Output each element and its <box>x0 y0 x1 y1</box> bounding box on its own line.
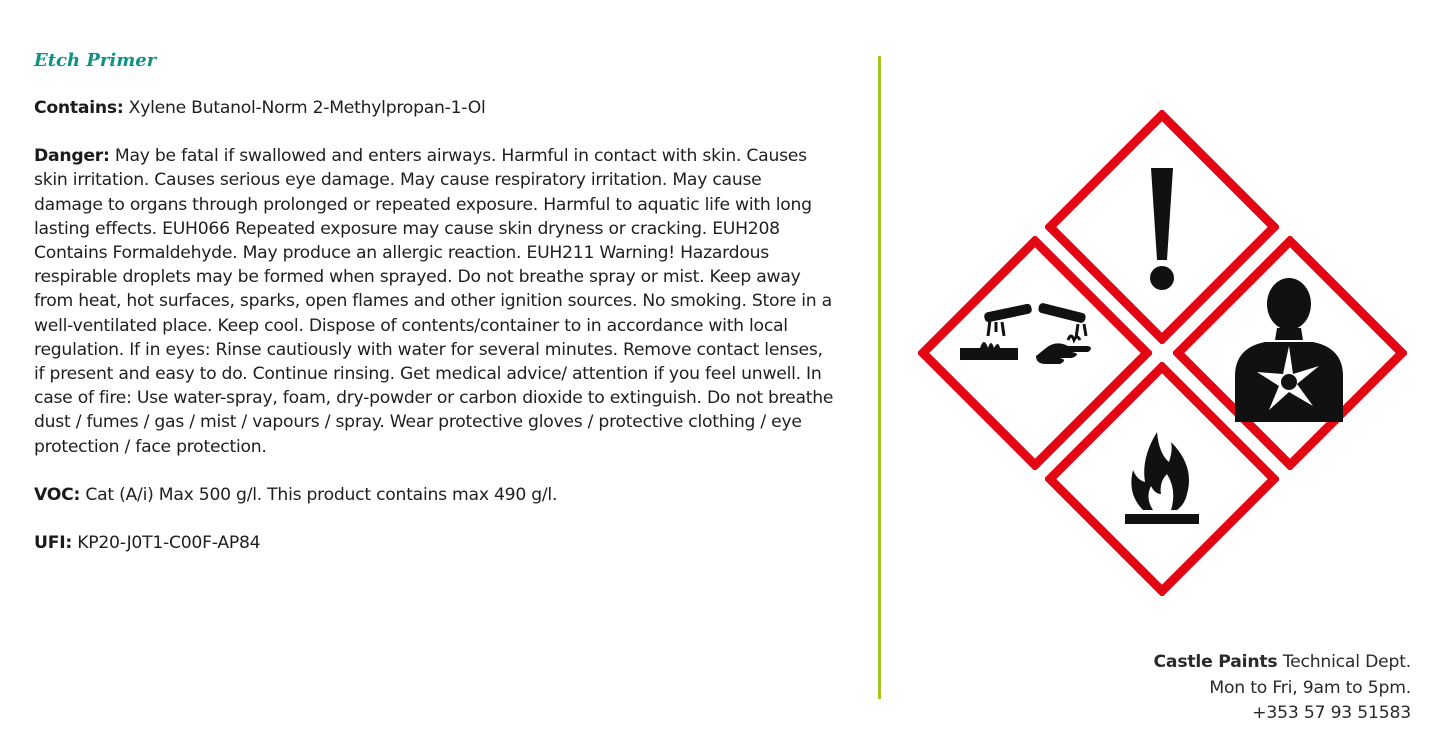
voc-label: VOC: <box>34 484 81 505</box>
contains-label: Contains: <box>34 98 124 118</box>
vertical-divider <box>878 56 881 699</box>
flame-hazard-icon <box>1045 362 1279 596</box>
ufi-label: UFI: <box>34 533 72 554</box>
contains-section <box>34 96 834 120</box>
opening-hours: Mon to Fri, 9am to 5pm. <box>1209 677 1411 698</box>
footer-company-line <box>1154 650 1411 676</box>
voc-text: Cat (A/i) Max 500 g/l. This product contains max 490 g/l. <box>85 484 558 505</box>
label-text-column <box>34 48 834 579</box>
product-title: Etch Primer <box>34 50 157 71</box>
company-name: Castle Paints <box>1153 652 1278 672</box>
ufi-section <box>34 531 834 555</box>
contains-text: Xylene Butanol-Norm 2-Methylpropan-1-Ol <box>128 98 486 118</box>
danger-section <box>34 144 834 459</box>
contact-footer <box>1154 650 1411 727</box>
department: Technical Dept. <box>1282 652 1411 672</box>
danger-text: May be fatal if swallowed and enters airways. Harmful in contact with skin. Causes skin irritation. Causes serious eye damage. May cause respiratory irritation. May cause damage to organs through prolonged or repeated exposure. Harmful to aquatic life with long lasting effects. EUH066 Repeated exposure may cause skin dryness or cracking. EUH208 Contains Formaldehyde. May produce an allergic reaction. EUH211 Warning! Hazardous respirable droplets may be formed when sprayed. Do not breathe spray or mist. Keep away from heat, hot surfaces, sparks, open flames and other ignition sources. No smoking. Store in a well-ventilated place. Keep cool. Dispose of contents/container to in accordance with local regulation. If in eyes: Rinse cautiously with water for several minutes. Remove contact lenses, if present and easy to do. Continue rinsing. Get medical advice/ attention if you feel unwell. In case of fire: Use water-spray, foam, dry-powder or carbon dioxide to extinguish. Do not breathe dust / fumes / gas / mist / vapours / spray. Wear protective gloves / protective clothing / eye protection / face protection. <box>34 146 834 457</box>
phone-number: +353 57 93 51583 <box>1252 703 1411 723</box>
ufi-text: KP20-J0T1-C00F-AP84 <box>77 533 261 554</box>
danger-label: Danger: <box>34 146 110 167</box>
voc-section <box>34 483 834 507</box>
